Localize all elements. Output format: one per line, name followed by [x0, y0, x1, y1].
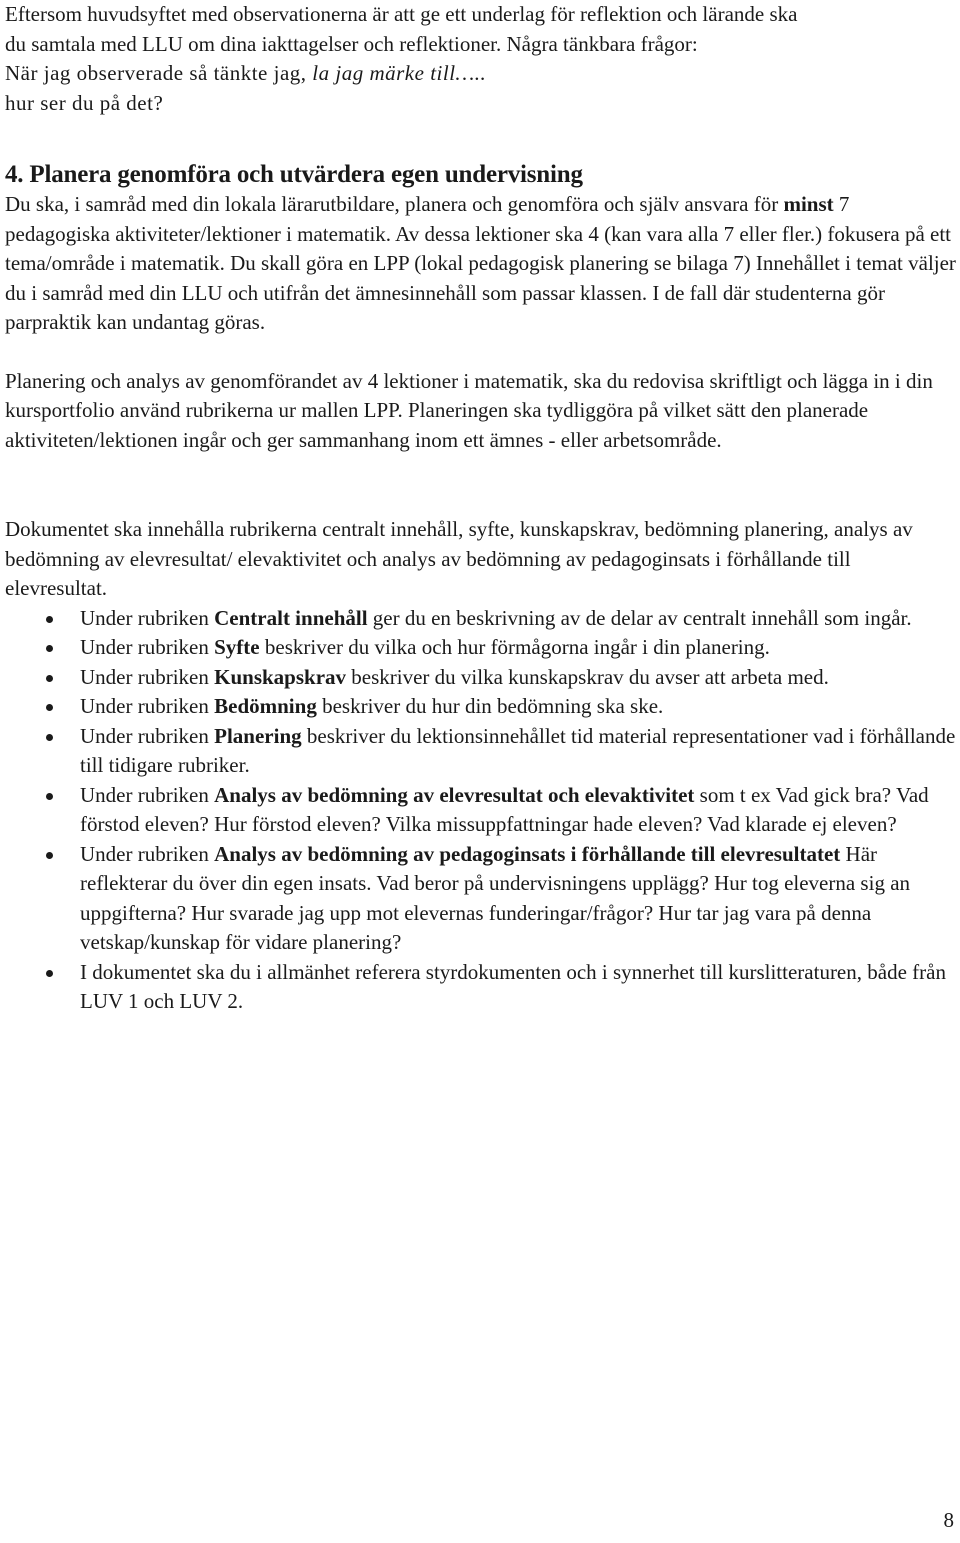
bullet-icon — [46, 970, 53, 977]
list-item — [5, 633, 957, 663]
rubric-text-pre: Under rubriken — [80, 723, 215, 748]
rubric-text-post: ger du en beskrivning av de delar av centralt innehåll som ingår. — [367, 605, 912, 630]
list-item — [5, 840, 957, 958]
page-number: 8 — [943, 1507, 954, 1532]
intro-line-plain: När jag observerade så tänkte jag, — [5, 61, 313, 85]
rubric-text-post: Här reflekterar du över din egen insats. Vad beror på undervisningens upplägg? Hur tog eleverna sig an uppgifterna? Hur svarade jag upp mot elevernas funderingar/frågor? Hur tar jag vara på denna vetskap/kunskap för vidare planering? — [80, 841, 911, 954]
intro-line: du samtala med LLU om dina iakttagelser och reflektioner. Några tänkbara frågor: — [5, 31, 698, 56]
intro-line — [5, 59, 957, 89]
rubric-text-pre: Under rubriken — [80, 841, 215, 866]
bullet-icon — [46, 675, 53, 682]
rubric-title: Centralt innehåll — [214, 605, 368, 630]
rubric-title: Analys av bedömning av elevresultat och elevaktivitet — [214, 782, 695, 807]
bullet-icon — [46, 852, 53, 859]
rubric-text-pre: Under rubriken — [80, 694, 215, 718]
rubric-title: Kunskapskrav — [214, 664, 347, 689]
document-page — [5, 0, 957, 1017]
rubric-text-post: beskriver du lektionsinnehållet tid material representationer vad i förhållande till tidigare rubriker. — [80, 723, 956, 777]
list-item — [5, 781, 957, 840]
rubric-text-post: beskriver du hur din bedömning ska ske. — [316, 694, 664, 718]
task-paragraph — [5, 190, 957, 338]
rubric-text-pre: I dokumentet ska du i allmänhet referera styrdokumenten och i synnerhet till kurslitteraturen, både från LUV 1 och LUV 2. — [80, 959, 946, 1013]
task-text-start: Du ska, i samråd med din lokala lärarutbildare, planera och genomföra och själv ansvara för — [5, 192, 779, 216]
list-item — [5, 604, 957, 634]
rubric-list — [5, 604, 957, 1017]
rubric-text-pre: Under rubriken — [80, 664, 215, 689]
bullet-icon — [46, 704, 53, 711]
list-item — [5, 722, 957, 781]
intro-line: Eftersom huvudsyftet med observationerna är att ge ett underlag för reflektion och lärande ska — [5, 2, 798, 26]
rubric-title: Bedömning — [214, 694, 317, 718]
rubric-title: Planering — [214, 723, 302, 748]
document-paragraph: Dokumentet ska innehålla rubrikerna centralt innehåll, syfte, kunskapskrav, bedömning planering, analys av bedömning av elevresultat/ elevaktivitet och analys av bedömning av pedagoginsats i förhållande till elevresultat. — [5, 517, 913, 600]
intro-paragraph — [5, 0, 957, 118]
section-heading: 4. Planera genomföra och utvärdera egen undervisning — [5, 161, 583, 188]
bullet-icon — [46, 616, 53, 623]
rubric-title: Analys av bedömning av pedagoginsats i förhållande till elevresultatet — [214, 841, 841, 866]
bullet-icon — [46, 734, 53, 741]
rubric-text-post: beskriver du vilka och hur förmågorna ingår i din planering. — [259, 635, 770, 659]
rubric-title: Syfte — [214, 635, 260, 659]
intro-line: hur ser du på det? — [5, 90, 164, 115]
rubric-text-post: beskriver du vilka kunskapskrav du avser att arbeta med. — [346, 664, 829, 689]
list-item — [5, 958, 957, 1017]
bullet-icon — [46, 793, 53, 800]
bullet-icon — [46, 645, 53, 652]
rubric-text-pre: Under rubriken — [80, 605, 215, 630]
list-item — [5, 663, 957, 693]
list-item — [5, 692, 957, 722]
planning-paragraph: Planering och analys av genomförandet av 4 lektioner i matematik, ska du redovisa skriftligt och lägga in i din kursportfolio använd rubrikerna ur mallen LPP. Planeringen ska tydliggöra på vilket sätt den planerade aktiviteten/lektionen ingår och ger sammanhang inom ett ämnes - eller arbetsområde. — [5, 368, 933, 452]
task-bold-word: minst — [783, 192, 834, 216]
rubric-text-pre: Under rubriken — [80, 782, 215, 807]
rubric-text-pre: Under rubriken — [80, 635, 215, 659]
intro-line-italic: la jag märke till….. — [312, 61, 487, 85]
rubric-text-post: som t ex Vad gick bra? Vad förstod eleven? Hur förstod eleven? Vilka missuppfattningar hade eleven? Vad klarade ej eleven? — [80, 782, 929, 836]
task-text-rest: 7 pedagogiska aktiviteter/lektioner i matematik. Av dessa lektioner ska 4 (kan vara alla 7 eller fler.) fokusera på ett tema/område i matematik. Du skall göra en LPP (lokal pedagogisk planering se bilaga 7) Innehållet i temat väljer du i samråd med din LLU och utifrån det ämnesinnehåll som passar klassen. I de fall där studenterna gör parpraktik kan undantag göras. — [5, 192, 956, 334]
